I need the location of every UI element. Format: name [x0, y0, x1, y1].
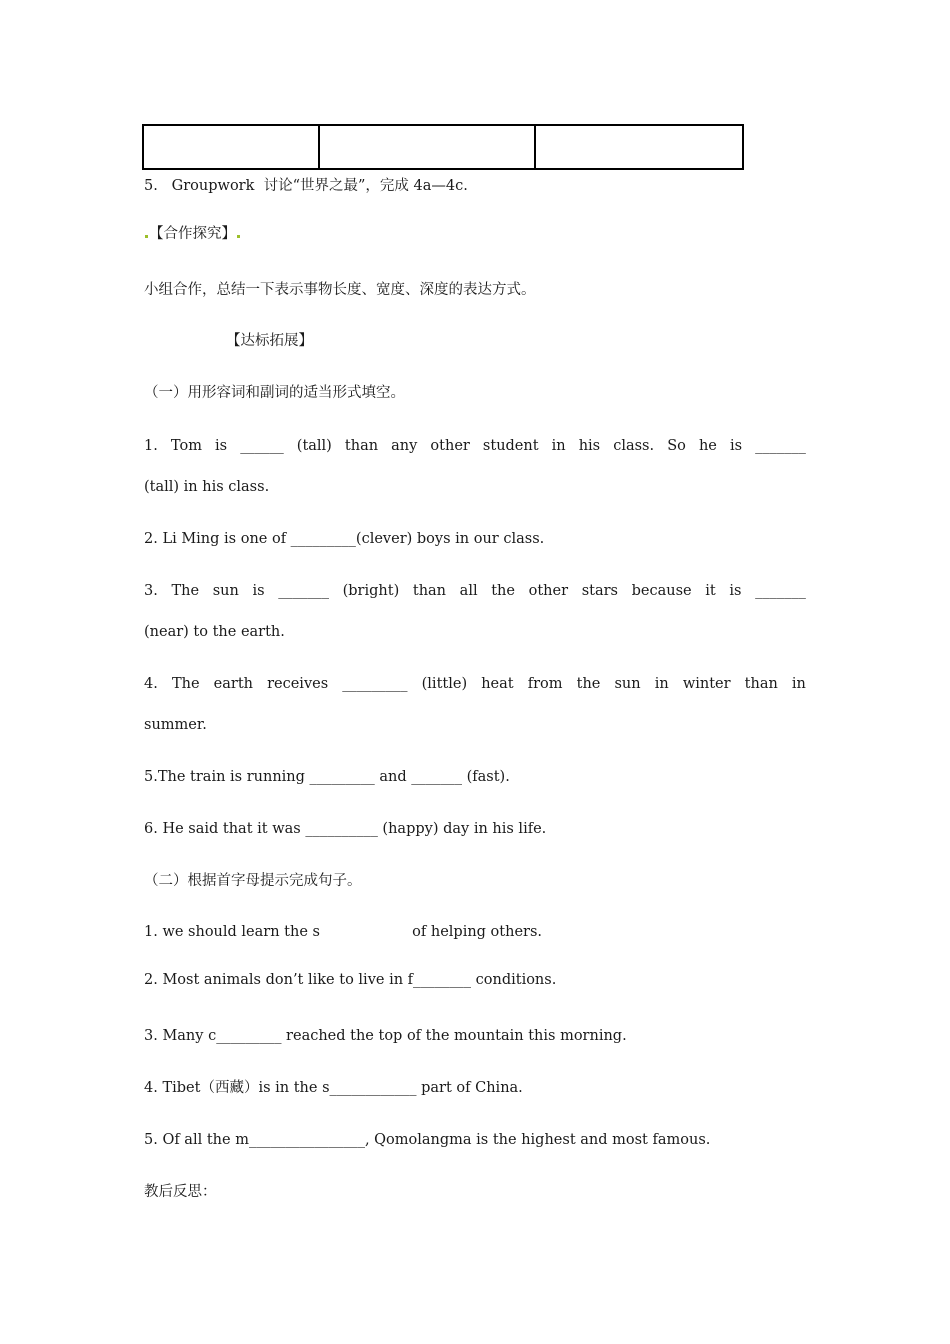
word: other [528, 583, 569, 599]
question-2: 2. Li Ming is one of _________(clever) boys in our class. [144, 531, 545, 547]
word: 3. [144, 583, 158, 599]
word: because [631, 583, 692, 599]
word: (tall) [296, 438, 332, 454]
question-1-line-2: (tall) in his class. [144, 479, 270, 495]
question-6: 6. He said that it was __________ (happy) day in his life. [144, 821, 547, 837]
task-5-line: 5. Groupwork 讨论“世界之最”，完成 4a—4c. [144, 178, 468, 194]
word: is [215, 438, 228, 454]
word: _______ [278, 583, 329, 599]
word: So [667, 438, 686, 454]
word: class. [613, 438, 655, 454]
word: is [729, 583, 742, 599]
word: other [430, 438, 470, 454]
word: winter [682, 676, 731, 692]
word: in [791, 676, 806, 692]
word: sun [614, 676, 641, 692]
part-2-question-3: 3. Many c_________ reached the top of the mountain this morning. [144, 1028, 627, 1044]
word: The [171, 676, 200, 692]
part-2-title: （二）根据首字母提示完成句子。 [144, 873, 362, 889]
word: The [171, 583, 200, 599]
word: in [551, 438, 566, 454]
question-3-line-1 [144, 581, 806, 601]
section-heading-extension: 【达标拓展】 [226, 333, 313, 349]
marker-dot [237, 235, 240, 238]
part-1-title: （一）用形容词和副词的适当形式填空。 [144, 385, 405, 401]
part-2-question-5: 5. Of all the m________________, Qomolangma is the highest and most famous. [144, 1132, 711, 1148]
word: _______ [755, 583, 806, 599]
word: Tom [170, 438, 202, 454]
word: 4. [144, 676, 158, 692]
word: is [729, 438, 743, 454]
question-4-line-1 [144, 674, 806, 694]
part-2-question-4: 4. Tibet（西藏）is in the s____________ part of China. [144, 1080, 523, 1096]
word: than [412, 583, 447, 599]
word: stars [581, 583, 618, 599]
word: it [705, 583, 716, 599]
word: is [252, 583, 265, 599]
question-1-line-1 [144, 436, 806, 456]
table-cell [320, 126, 536, 168]
question-5: 5.The train is running _________ and _______ (fast). [144, 769, 510, 785]
word: the [491, 583, 515, 599]
word: student [482, 438, 539, 454]
word: 1. [144, 438, 158, 454]
word: sun [212, 583, 239, 599]
part-2-question-2: 2. Most animals don’t like to live in f________ conditions. [144, 972, 557, 988]
word: receives [267, 676, 329, 692]
word: all [459, 583, 478, 599]
table-cell [144, 126, 320, 168]
word: than [744, 676, 778, 692]
word: any [391, 438, 418, 454]
word: (bright) [342, 583, 400, 599]
word: from [527, 676, 563, 692]
answer-table [142, 124, 744, 170]
word: the [576, 676, 601, 692]
word: ______ [240, 438, 284, 454]
question-4-line-2: summer. [144, 717, 207, 733]
marker-dot [145, 235, 148, 238]
part-2-question-1: 1. we should learn the s of helping others. [144, 924, 543, 940]
word: in [654, 676, 669, 692]
word: _______ [755, 438, 806, 454]
word: heat [481, 676, 514, 692]
word: his [578, 438, 601, 454]
question-3-line-2: (near) to the earth. [144, 624, 285, 640]
section-heading-cooperation: 【合作探究】 [144, 224, 241, 244]
cooperation-text: 小组合作，总结一下表示事物长度、宽度、深度的表达方式。 [144, 282, 536, 298]
word: he [698, 438, 717, 454]
word: than [344, 438, 379, 454]
word: (little) [421, 676, 468, 692]
word: earth [213, 676, 253, 692]
reflection-label: 教后反思： [144, 1184, 217, 1200]
word: _________ [342, 676, 408, 692]
table-cell [536, 126, 746, 168]
